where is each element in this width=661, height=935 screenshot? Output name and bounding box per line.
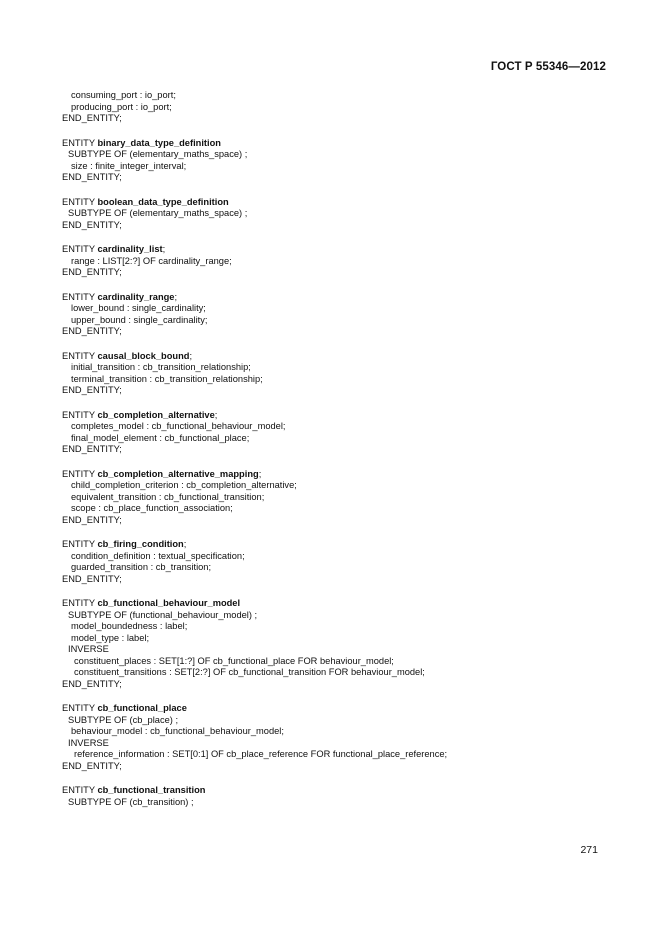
entity-keyword: ENTITY: [62, 350, 95, 361]
entity-declaration: [62, 410, 622, 422]
entity-name: cb_completion_alternative: [97, 409, 215, 420]
attribute-line: size : finite_integer_interval;: [71, 160, 187, 171]
entity-block-cb-functional-transition: [62, 785, 622, 808]
attribute-line: guarded_transition : cb_transition;: [71, 562, 212, 572]
entity-block-cardinality-list: [62, 244, 622, 279]
attribute-line: lower_bound : single_cardinality;: [71, 303, 206, 313]
end-entity-line: END_ENTITY;: [62, 514, 122, 525]
attribute-line: upper_bound : single_cardinality;: [71, 314, 208, 325]
entity-declaration: [62, 469, 622, 481]
entity-declaration: [62, 598, 622, 610]
entity-keyword: ENTITY: [62, 539, 95, 549]
entity-keyword: ENTITY: [62, 468, 95, 479]
subtype-line: SUBTYPE OF (functional_behaviour_model) ;: [68, 609, 258, 620]
entity-keyword: ENTITY: [62, 785, 95, 795]
entity-name: causal_block_bound: [97, 350, 190, 361]
attribute-line: final_model_element : cb_functional_place;: [71, 432, 250, 443]
attribute-line: completes_model : cb_functional_behaviour_model;: [71, 421, 286, 431]
attribute-line: consuming_port : io_port;: [71, 90, 176, 100]
subtype-line: SUBTYPE OF (elementary_maths_space) ;: [68, 208, 248, 218]
subtype-line: SUBTYPE OF (elementary_maths_space) ;: [68, 149, 248, 159]
attribute-line: terminal_transition : cb_transition_relationship;: [71, 373, 263, 384]
entity-block-cb-functional-behaviour-model: [62, 598, 622, 690]
entity-block-boolean-data-type-definition: [62, 197, 622, 232]
entity-keyword: ENTITY: [62, 291, 95, 302]
entity-name: cardinality_range: [97, 291, 175, 302]
attribute-line: initial_transition : cb_transition_relationship;: [71, 362, 251, 372]
entity-declaration: [62, 138, 622, 150]
attribute-line: equivalent_transition : cb_functional_transition;: [71, 491, 265, 502]
entity-name: cardinality_list: [97, 244, 163, 254]
attribute-line: range : LIST[2:?] OF cardinality_range;: [71, 255, 232, 266]
entity-block-causal-block-bound: [62, 351, 622, 397]
page-number: 271: [580, 844, 598, 856]
end-entity-line: END_ENTITY;: [62, 113, 122, 123]
entity-name-terminator: ;: [174, 291, 178, 302]
entity-name: cb_functional_place: [97, 703, 187, 713]
end-entity-line: END_ENTITY;: [62, 219, 122, 230]
attribute-line: condition_definition : textual_specification;: [71, 550, 245, 561]
entity-keyword: ENTITY: [62, 409, 95, 420]
attribute-line: scope : cb_place_function_association;: [71, 503, 233, 513]
entity-keyword: ENTITY: [62, 137, 95, 148]
entity-block-cb-completion-alternative: [62, 410, 622, 456]
attribute-line: behaviour_model : cb_functional_behaviour_model;: [71, 726, 284, 736]
express-schema-listing: [62, 90, 622, 821]
entity-block-binary-data-type-definition: [62, 138, 622, 184]
entity-declaration: [62, 785, 622, 797]
entity-declaration: [62, 351, 622, 363]
entity-name: cb_functional_behaviour_model: [97, 598, 241, 608]
entity-declaration: [62, 244, 622, 256]
entity-keyword: ENTITY: [62, 244, 95, 254]
entity-block-cb-functional-place: [62, 703, 622, 772]
entity-keyword: ENTITY: [62, 703, 95, 713]
subtype-line: SUBTYPE OF (cb_place) ;: [68, 714, 179, 725]
entity-keyword: ENTITY: [62, 598, 95, 608]
end-entity-line: END_ENTITY;: [62, 444, 122, 454]
entity-name: boolean_data_type_definition: [97, 196, 229, 207]
end-entity-line: END_ENTITY;: [62, 678, 122, 689]
end-entity-line: END_ENTITY;: [62, 385, 122, 395]
attribute-line: model_boundedness : label;: [71, 621, 188, 631]
entity-name-terminator: ;: [162, 244, 166, 254]
entity-declaration: [62, 539, 622, 551]
entity-declaration: [62, 703, 622, 715]
entity-block-cardinality-range: [62, 292, 622, 338]
entity-name: cb_firing_condition: [97, 539, 184, 549]
end-entity-line: END_ENTITY;: [62, 172, 122, 182]
attribute-line: constituent_places : SET[1:?] OF cb_functional_place FOR behaviour_model;: [74, 655, 394, 666]
entity-name: binary_data_type_definition: [97, 137, 221, 148]
entity-name-terminator: ;: [214, 409, 218, 420]
attribute-line: child_completion_criterion : cb_completion_alternative;: [71, 480, 297, 490]
entity-list: [62, 138, 622, 809]
entity-name-terminator: ;: [258, 468, 262, 479]
entity-block-cb-completion-alternative-mapping: [62, 469, 622, 527]
entity-name: cb_completion_alternative_mapping: [97, 468, 259, 479]
subtype-line: SUBTYPE OF (cb_transition) ;: [68, 796, 194, 807]
attribute-line: constituent_transitions : SET[2:?] OF cb_functional_transition FOR behaviour_model;: [74, 667, 425, 677]
end-entity-line: END_ENTITY;: [62, 573, 122, 584]
leading-entity-fragment: [62, 90, 622, 125]
entity-declaration: [62, 197, 622, 209]
attribute-line: model_type : label;: [71, 632, 150, 643]
entity-name-terminator: ;: [189, 350, 193, 361]
end-entity-line: END_ENTITY;: [62, 267, 122, 277]
entity-keyword: ENTITY: [62, 196, 95, 207]
page-header: ГОСТ Р 55346—2012: [490, 61, 606, 73]
inverse-keyword: INVERSE: [68, 644, 109, 654]
end-entity-line: END_ENTITY;: [62, 760, 122, 771]
inverse-keyword: INVERSE: [68, 737, 109, 748]
entity-name: cb_functional_transition: [97, 785, 206, 795]
entity-declaration: [62, 292, 622, 304]
entity-name-terminator: ;: [183, 539, 187, 549]
end-entity-line: END_ENTITY;: [62, 326, 122, 336]
entity-block-cb-firing-condition: [62, 539, 622, 585]
attribute-line: reference_information : SET[0:1] OF cb_place_reference FOR functional_place_reference;: [74, 749, 448, 759]
attribute-line: producing_port : io_port;: [71, 101, 172, 112]
